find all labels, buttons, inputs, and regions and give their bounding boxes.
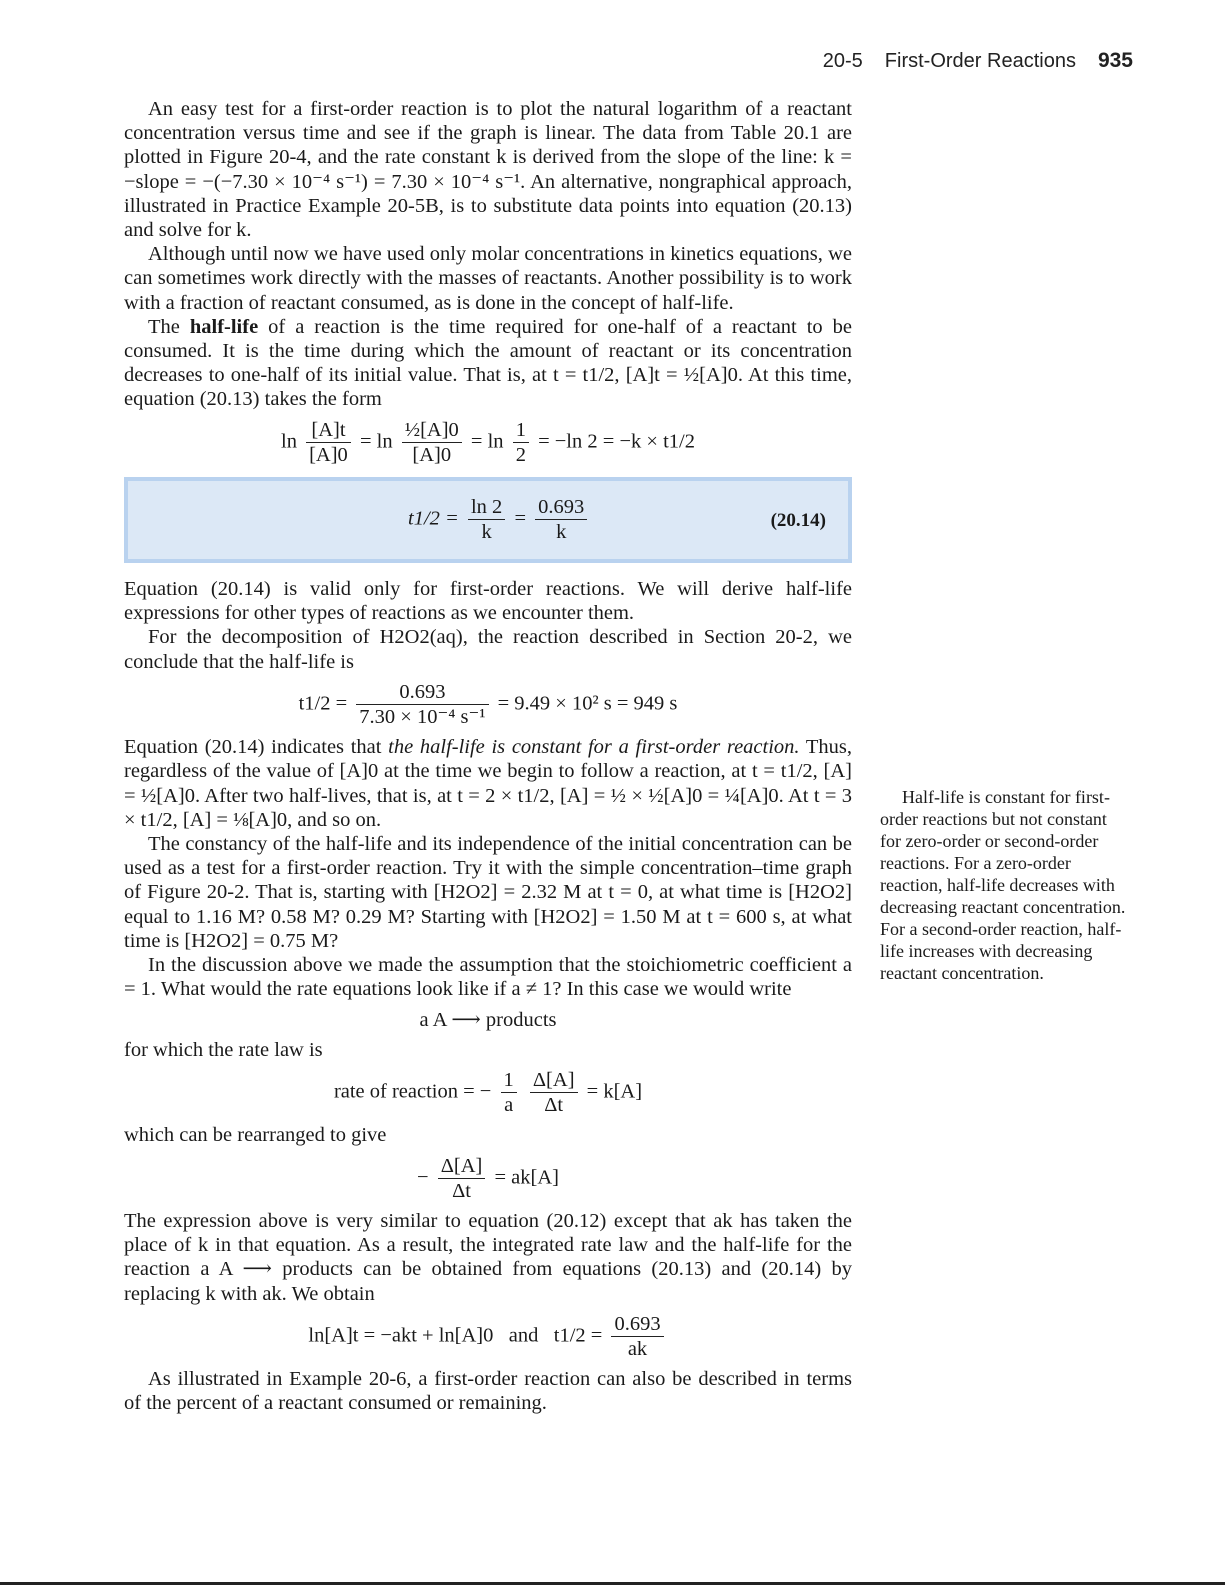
paragraph: The expression above is very similar to equation (20.12) except that ak has taken the place of k in that equation. As a result, the integrated rate law and the half-life for the reaction a A ⟶ products can be obtained from equations (20.13) and (20.14) by replacing k with ak. We obtain (124, 1209, 852, 1305)
section-title: First-Order Reactions (884, 50, 1076, 72)
section-number: 20-5 (822, 50, 863, 72)
equation-rate-law: rate of reaction = − $\frac{1}{a}$ $\frac{\Delta[A]}{\Delta t}$ = k[A] (333, 1068, 643, 1117)
equation-integrated-rate-law: ln[A]t = −akt + ln[A]0 and t1/2 = $\frac{0.693}{ak}$ (124, 1312, 852, 1361)
equation-box-20-14: t1/2 = $\frac{\ln 2}{k}$ = $\frac{0.693}{k}$ (20.14) (124, 477, 852, 563)
paragraph: An easy test for a first-order reaction is to plot the natural logarithm of a reactant concentration versus time and see if the graph is linear. The data from Table 20.1 are plotted in Figure 20-4, and the rate constant k is derived from the slope of the line: k = −slope = −(−7.30 × 10⁻⁴ s⁻¹) = 7.30 × 10⁻⁴ s⁻¹. An alternative, nongraphical approach, illustrated in Practice Example 20-5B, is to substitute data points into equation (20.13) and solve for k. (124, 98, 852, 242)
paragraph: The constancy of the half-life and its independence of the initial concentration can be used as a test for a first-order reaction. Try it with the simple concentration–time graph of Figure 20-2. That is, starting with [H2O2] = 2.32 M at t = 0, at what time is [H2O2] equal to 1.16 M? 0.58 M? 0.29 M? Starting with [H2O2] = 1.50 M at t = 600 s, at what time is [H2O2] = 0.75 M? (124, 833, 852, 952)
margin-note (880, 786, 1130, 984)
paragraph: for which the rate law is (124, 1038, 323, 1061)
page-number: 935 (1097, 49, 1133, 72)
paragraph: Although until now we have used only molar concentrations in kinetics equations, we can sometimes work directly with the masses of reactants. Another possibility is to work with a fraction of reactant consumed, as is done in the concept of half-life. (124, 243, 852, 314)
paragraph: In the discussion above we made the assumption that the stoichiometric coefficient a = 1. What would the rate equations look like if a ≠ 1? In this case we would write (124, 954, 852, 1001)
paragraph: Equation (20.14) is valid only for first-order reactions. We will derive half-life expressions for other types of reactions as we encounter them. (124, 578, 852, 625)
equation-ln-half: ln $\frac{[A]t}{[A]0}$ = ln $\frac{\text{½[A]0}}{[A]0}$ = ln $\frac{1}{2}$ = −ln 2 = −k × t1/2 (281, 418, 695, 466)
equation-rearranged: − $\frac{\Delta[A]}{\Delta t}$ = ak[A] (417, 1154, 559, 1202)
equation-h2o2-half-life: t1/2 = $\frac{0.693}{\text{7.30 × 10⁻⁴ s⁻¹}}$ = 9.49 × 10² s = 949 s (298, 680, 678, 729)
page-header (823, 49, 1133, 73)
equation-reaction: a A ⟶ products (419, 1008, 557, 1031)
equation-number: (20.14) (770, 510, 826, 532)
paragraph: The half-life of a reaction is the time required for one-half of a reactant to be consumed. It is the time during which the amount of reactant or its concentration decreases to one-half of its initial value. That is, at t = t1/2, [A]t = ½[A]0. At this time, equation (20.13) takes the form (124, 315, 852, 411)
paragraph: For the decomposition of H2O2(aq), the reaction described in Section 20-2, we conclude that the half-life is (124, 626, 852, 673)
paragraph: Equation (20.14) indicates that the half-life is constant for a first-order reaction. Thus, regardless of the value of [A]0 at the time we begin to follow a reaction, at t = t1/2, [A] = ½[A]0. After two half-lives, that is, at t = 2 × t1/2, [A] = ½ × ½[A]0 = ¼[A]0. At t = 3 × t1/2, [A] = ⅛[A]0, and so on. (124, 736, 852, 831)
paragraph: As illustrated in Example 20-6, a first-order reaction can also be described in terms of the percent of a reactant consumed or remaining. (124, 1368, 852, 1415)
margin-note-text: Half-life is constant for first-order reactions but not constant for zero-order or second-order reactions. For a zero-order reaction, half-life decreases with decreasing reactant concentration. For a second-order reaction, half-life increases with decreasing reactant concentration. (880, 787, 1126, 983)
paragraph: which can be rearranged to give (124, 1124, 387, 1147)
main-text-column (124, 97, 852, 1416)
term-half-life: half-life (189, 315, 259, 338)
